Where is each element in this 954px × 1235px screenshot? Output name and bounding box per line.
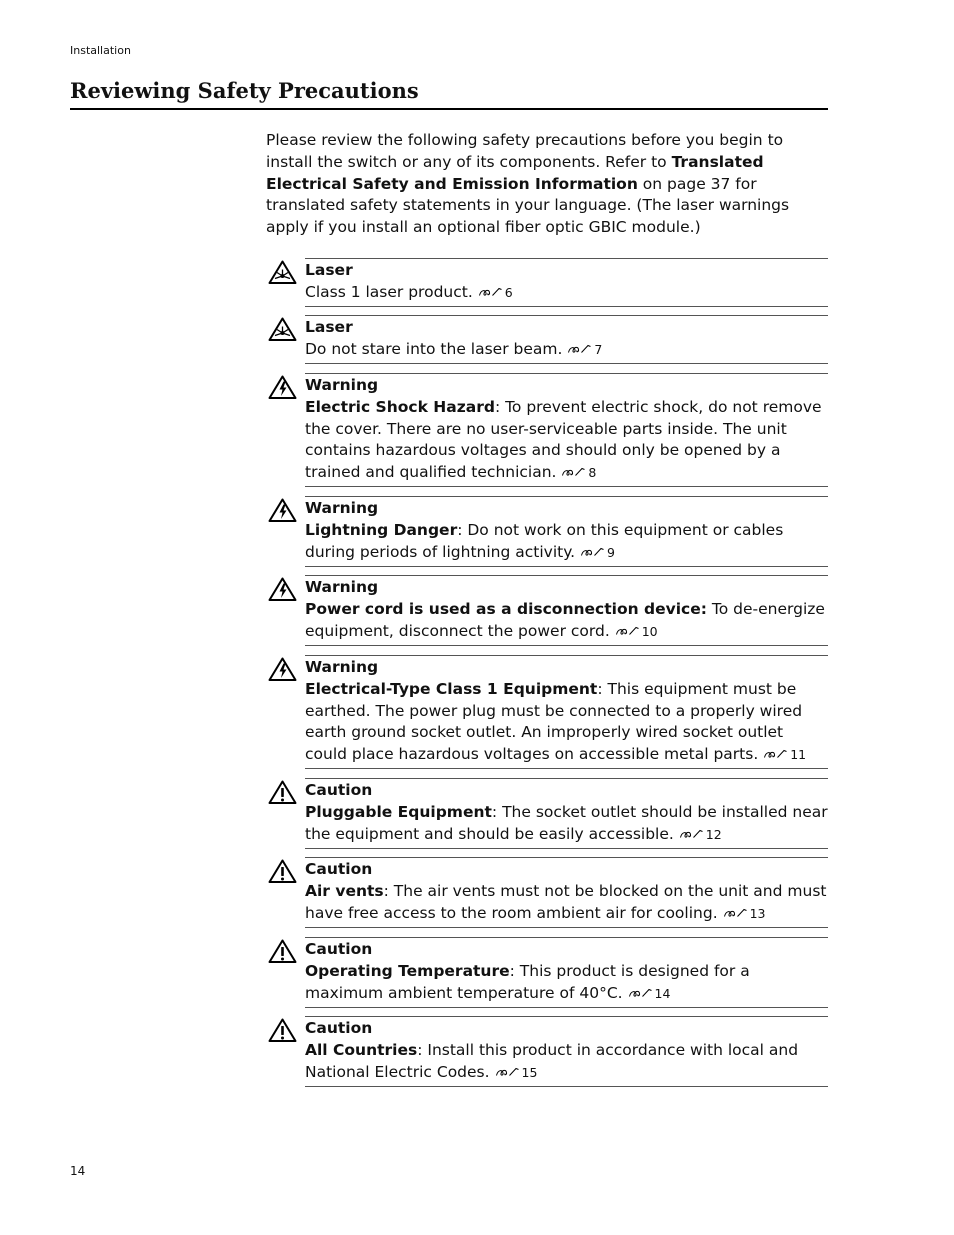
- laser-triangle-icon: [268, 260, 297, 284]
- translation-reference-icon: [628, 988, 653, 998]
- electric-hazard-icon: [268, 375, 297, 399]
- translation-reference-icon: [763, 749, 788, 759]
- warning-notice: [266, 373, 828, 485]
- notice-heading: Warning: [305, 578, 379, 596]
- notice-body: [305, 1016, 828, 1087]
- notice-heading: Caution: [305, 1019, 373, 1037]
- caution-triangle-icon: [268, 780, 297, 804]
- notice-heading: Warning: [305, 376, 379, 394]
- translation-reference-icon: [723, 908, 748, 918]
- warning-notice: [266, 496, 828, 565]
- caution-triangle-icon: [268, 1018, 297, 1042]
- notice-text: [305, 679, 828, 766]
- translation-reference-icon: [561, 467, 586, 477]
- notice-description: : Install this product in accordance with local and National Electric Codes.: [305, 1040, 799, 1081]
- title-rule: [70, 108, 828, 110]
- translation-reference-icon: [567, 344, 592, 354]
- notice-label: Power cord is used as a disconnection device:: [305, 599, 707, 618]
- reference-number: 12: [705, 826, 722, 842]
- notice-body: [305, 937, 828, 1008]
- laser-notice: [266, 258, 828, 305]
- notice-description: : To prevent electric shock, do not remove the cover. There are no user-serviceable parts inside. The unit contains hazardous voltages and should only be opened by a trained and qualified technician.: [305, 397, 822, 482]
- translation-reference: [478, 283, 513, 301]
- reference-number: 15: [521, 1064, 538, 1080]
- notice-text: [305, 881, 828, 925]
- intro-text-2: on page 37 for translated safety statements in your language. (The laser warnings apply if you install an optional fiber optic GBIC module.): [266, 174, 790, 237]
- notice-heading: Laser: [305, 318, 353, 336]
- notice-heading: Caution: [305, 940, 373, 958]
- translation-reference-icon: [615, 626, 640, 636]
- notice-label: Pluggable Equipment: [305, 802, 492, 821]
- caution-notice: [266, 778, 828, 847]
- notice-heading: Warning: [305, 499, 379, 517]
- translation-reference: [723, 904, 766, 922]
- notice-label: Air vents: [305, 881, 384, 900]
- notice-label: Electric Shock Hazard: [305, 397, 495, 416]
- caution-triangle-icon: [268, 939, 297, 963]
- notice-heading: Warning: [305, 658, 379, 676]
- notice-description: To de-energize equipment, disconnect the power cord.: [305, 599, 825, 640]
- notice-description: : The air vents must not be blocked on the unit and must have free access to the room ambient air for cooling.: [305, 881, 827, 922]
- caution-notice: [266, 1016, 828, 1085]
- translation-reference: [580, 543, 615, 561]
- notice-description: : Do not work on this equipment or cables during periods of lightning activity.: [305, 520, 784, 561]
- translation-reference-icon: [580, 547, 605, 557]
- reference-number: 9: [607, 544, 615, 560]
- notice-heading: Laser: [305, 261, 353, 279]
- translation-reference: [567, 340, 602, 358]
- notice-body: [305, 655, 828, 769]
- notice-text: [305, 397, 828, 484]
- caution-notice: [266, 857, 828, 926]
- translation-reference: [495, 1063, 538, 1081]
- notice-description: : This equipment must be earthed. The power plug must be connected to a properly wired earth ground socket outlet. An improperly wired socket outlet could place hazardous voltages on accessible metal parts.: [305, 679, 803, 764]
- laser-notice: [266, 315, 828, 362]
- notice-description: : This product is designed for a maximum ambient temperature of 40°C.: [305, 961, 750, 1002]
- reference-number: 11: [790, 747, 807, 763]
- reference-number: 8: [588, 465, 597, 481]
- translated-safety-reference: Translated Electrical Safety and Emission Information: [266, 152, 764, 193]
- notice-heading: Caution: [305, 860, 373, 878]
- notice-body: [305, 258, 828, 307]
- running-head: Installation: [70, 44, 131, 57]
- notice-label: All Countries: [305, 1040, 418, 1059]
- notice-body: [305, 315, 828, 364]
- notice-body: [305, 778, 828, 849]
- notice-text: [305, 599, 828, 643]
- reference-number: 7: [594, 341, 603, 357]
- notice-text: [305, 961, 828, 1005]
- notice-text: [305, 520, 828, 564]
- reference-number: 14: [654, 985, 671, 1001]
- intro-paragraph: [266, 130, 828, 239]
- notice-description: : The socket outlet should be installed near the equipment and should be easily accessible.: [305, 802, 828, 843]
- notice-label: Operating Temperature: [305, 961, 510, 980]
- warning-notice: [266, 655, 828, 767]
- page-number: 14: [70, 1164, 86, 1178]
- notice-body: [305, 496, 828, 567]
- notice-text: [305, 282, 828, 304]
- warning-notice: [266, 575, 828, 644]
- notice-text: [305, 1040, 828, 1084]
- notice-body: [305, 575, 828, 646]
- notice-body: [305, 373, 828, 487]
- intro-text-1: Please review the following safety precautions before you begin to install the switch or any of its components. Refer to: [266, 131, 784, 171]
- reference-number: 6: [504, 284, 513, 300]
- reference-number: 13: [749, 905, 766, 921]
- translation-reference: [763, 745, 806, 763]
- page-title: Reviewing Safety Precautions: [70, 78, 419, 103]
- notice-description: Do not stare into the laser beam.: [305, 339, 563, 358]
- electric-hazard-icon: [268, 657, 297, 681]
- translation-reference: [679, 825, 722, 843]
- electric-hazard-icon: [268, 577, 297, 601]
- translation-reference: [628, 984, 671, 1002]
- translation-reference-icon: [679, 829, 704, 839]
- translation-reference-icon: [478, 287, 503, 297]
- notice-text: [305, 802, 828, 846]
- reference-number: 10: [641, 623, 658, 639]
- translation-reference: [615, 622, 658, 640]
- notice-text: [305, 339, 828, 361]
- notice-body: [305, 857, 828, 928]
- electric-hazard-icon: [268, 498, 297, 522]
- notice-label: Electrical-Type Class 1 Equipment: [305, 679, 598, 698]
- notice-label: Lightning Danger: [305, 520, 458, 539]
- caution-triangle-icon: [268, 859, 297, 883]
- notice-description: Class 1 laser product.: [305, 282, 473, 301]
- translation-reference-icon: [495, 1067, 520, 1077]
- laser-triangle-icon: [268, 317, 297, 341]
- caution-notice: [266, 937, 828, 1006]
- translation-reference: [561, 463, 596, 481]
- notice-heading: Caution: [305, 781, 373, 799]
